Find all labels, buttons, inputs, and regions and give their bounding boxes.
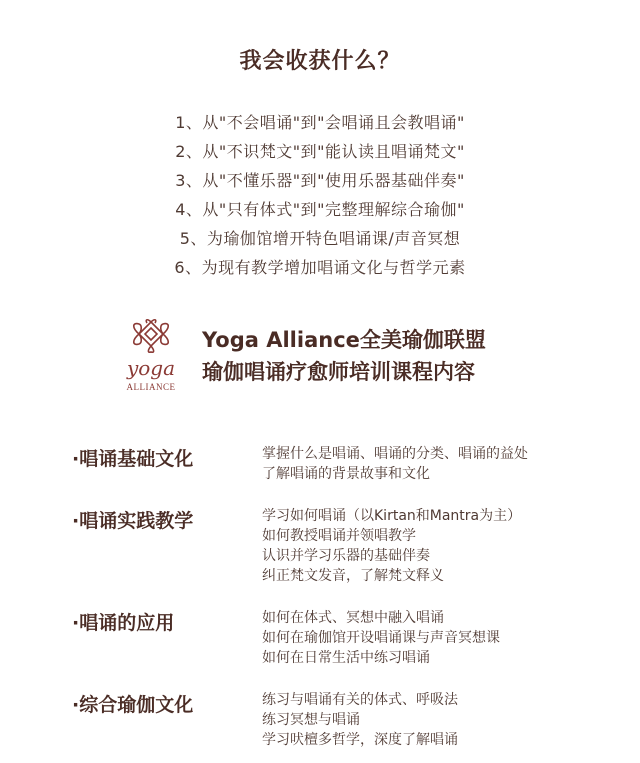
section-title: ·唱诵基础文化 (72, 448, 194, 470)
section-title: ·综合瑜伽文化 (72, 694, 194, 716)
section-line: 掌握什么是唱诵、唱诵的分类、唱诵的益处 (262, 446, 528, 462)
section-line: 练习与唱诵有关的体式、呼吸法 (262, 692, 458, 708)
course-title-line2: 瑜伽唱诵疗愈师培训课程内容 (202, 360, 475, 384)
gain-item: 2、从"不识梵文"到"能认读且唱诵梵文" (175, 142, 465, 161)
course-title (202, 324, 486, 388)
course-title-line1: Yoga Alliance全美瑜伽联盟 (202, 328, 486, 352)
section-line: 练习冥想与唱诵 (262, 712, 360, 728)
gain-item: 1、从"不会唱诵"到"会唱诵且会教唱诵" (175, 113, 465, 132)
gain-item: 5、为瑜伽馆增开特色唱诵课/声音冥想 (179, 229, 461, 248)
section-description (262, 608, 602, 668)
section-line: 如何在瑜伽馆开设唱诵课与声音冥想课 (262, 630, 500, 646)
section-title: ·唱诵的应用 (72, 612, 175, 634)
gain-item: 6、为现有教学增加唱诵文化与哲学元素 (174, 258, 466, 277)
section-line: 学习如何唱诵（以Kirtan和Mantra为主） (262, 508, 522, 524)
yoga-alliance-logo (118, 318, 184, 400)
section-line: 认识并学习乐器的基础伴奏 (262, 548, 430, 564)
section-line: 纠正梵文发音，了解梵文释义 (262, 568, 444, 584)
lotus-flower-icon (118, 318, 184, 358)
section-line: 如何在日常生活中练习唱诵 (262, 650, 430, 666)
section-line: 如何教授唱诵并领唱教学 (262, 528, 416, 544)
course-header (118, 318, 578, 400)
logo-subtitle: ALLIANCE (126, 382, 176, 392)
gains-list (0, 108, 640, 282)
section-line: 了解唱诵的背景故事和文化 (262, 466, 430, 482)
section-title: ·唱诵实践教学 (72, 510, 194, 532)
gain-item: 4、从"只有体式"到"完整理解综合瑜伽" (175, 200, 465, 219)
section-description (262, 690, 602, 750)
section-description (262, 506, 602, 586)
page-heading: 我会收获什么？ (239, 49, 401, 74)
section-description (262, 444, 602, 484)
section-line: 如何在体式、冥想中融入唱诵 (262, 610, 444, 626)
gain-item: 3、从"不懂乐器"到"使用乐器基础伴奏" (175, 171, 465, 190)
section-line: 学习吠檀多哲学，深度了解唱诵 (262, 732, 458, 748)
logo-wordmark: yoga (126, 356, 176, 380)
